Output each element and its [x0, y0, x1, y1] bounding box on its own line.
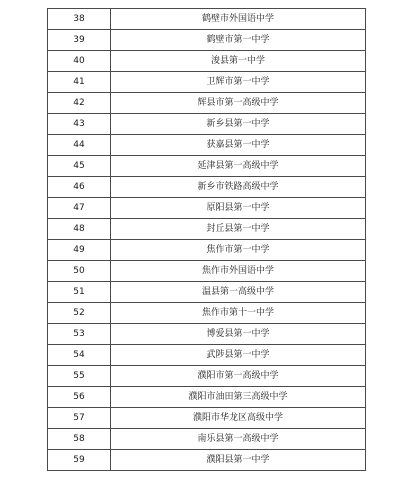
row-number-cell: 39: [48, 30, 111, 51]
table-row: [48, 114, 366, 135]
school-name-cell: 博爱县第一中学: [111, 324, 366, 345]
row-number-cell: 50: [48, 261, 111, 282]
table-row: [48, 240, 366, 261]
row-number-cell: 43: [48, 114, 111, 135]
row-number-cell: 54: [48, 345, 111, 366]
row-number-cell: 44: [48, 135, 111, 156]
row-number-cell: 56: [48, 387, 111, 408]
table-row: [48, 366, 366, 387]
school-name-cell: 辉县市第一高级中学: [111, 93, 366, 114]
school-name-cell: 浚县第一中学: [111, 51, 366, 72]
school-name-cell: 焦作市第一中学: [111, 240, 366, 261]
table-row: [48, 324, 366, 345]
school-name-cell: 濮阳市华龙区高级中学: [111, 408, 366, 429]
table-row: [48, 51, 366, 72]
table-row: [48, 93, 366, 114]
school-list-table: [47, 8, 366, 471]
row-number-cell: 38: [48, 9, 111, 30]
table-row: [48, 156, 366, 177]
school-name-cell: 原阳县第一中学: [111, 198, 366, 219]
school-name-cell: 南乐县第一高级中学: [111, 429, 366, 450]
table-row: [48, 72, 366, 93]
row-number-cell: 41: [48, 72, 111, 93]
school-name-cell: 新乡市铁路高级中学: [111, 177, 366, 198]
table-row: [48, 30, 366, 51]
table-row: [48, 429, 366, 450]
row-number-cell: 40: [48, 51, 111, 72]
school-name-cell: 武陟县第一中学: [111, 345, 366, 366]
school-name-cell: 鹤壁市外国语中学: [111, 9, 366, 30]
row-number-cell: 52: [48, 303, 111, 324]
school-name-cell: 濮阳县第一中学: [111, 450, 366, 471]
school-name-cell: 卫辉市第一中学: [111, 72, 366, 93]
school-name-cell: 焦作市外国语中学: [111, 261, 366, 282]
table-row: [48, 282, 366, 303]
row-number-cell: 51: [48, 282, 111, 303]
school-name-cell: 鹤壁市第一中学: [111, 30, 366, 51]
table-row: [48, 177, 366, 198]
table-row: [48, 408, 366, 429]
school-name-cell: 延津县第一高级中学: [111, 156, 366, 177]
row-number-cell: 53: [48, 324, 111, 345]
table-row: [48, 303, 366, 324]
row-number-cell: 47: [48, 198, 111, 219]
school-name-cell: 焦作市第十一中学: [111, 303, 366, 324]
table-row: [48, 9, 366, 30]
table-row: [48, 387, 366, 408]
row-number-cell: 46: [48, 177, 111, 198]
row-number-cell: 49: [48, 240, 111, 261]
school-name-cell: 濮阳市第一高级中学: [111, 366, 366, 387]
school-name-cell: 濮阳市油田第三高级中学: [111, 387, 366, 408]
row-number-cell: 48: [48, 219, 111, 240]
school-name-cell: 封丘县第一中学: [111, 219, 366, 240]
row-number-cell: 59: [48, 450, 111, 471]
table-row: [48, 345, 366, 366]
table-row: [48, 450, 366, 471]
school-name-cell: 温县第一高级中学: [111, 282, 366, 303]
table-row: [48, 261, 366, 282]
row-number-cell: 55: [48, 366, 111, 387]
table-body: [48, 9, 366, 471]
row-number-cell: 42: [48, 93, 111, 114]
row-number-cell: 45: [48, 156, 111, 177]
table-row: [48, 219, 366, 240]
school-name-cell: 获嘉县第一中学: [111, 135, 366, 156]
table-row: [48, 198, 366, 219]
school-name-cell: 新乡县第一中学: [111, 114, 366, 135]
row-number-cell: 57: [48, 408, 111, 429]
row-number-cell: 58: [48, 429, 111, 450]
table-row: [48, 135, 366, 156]
